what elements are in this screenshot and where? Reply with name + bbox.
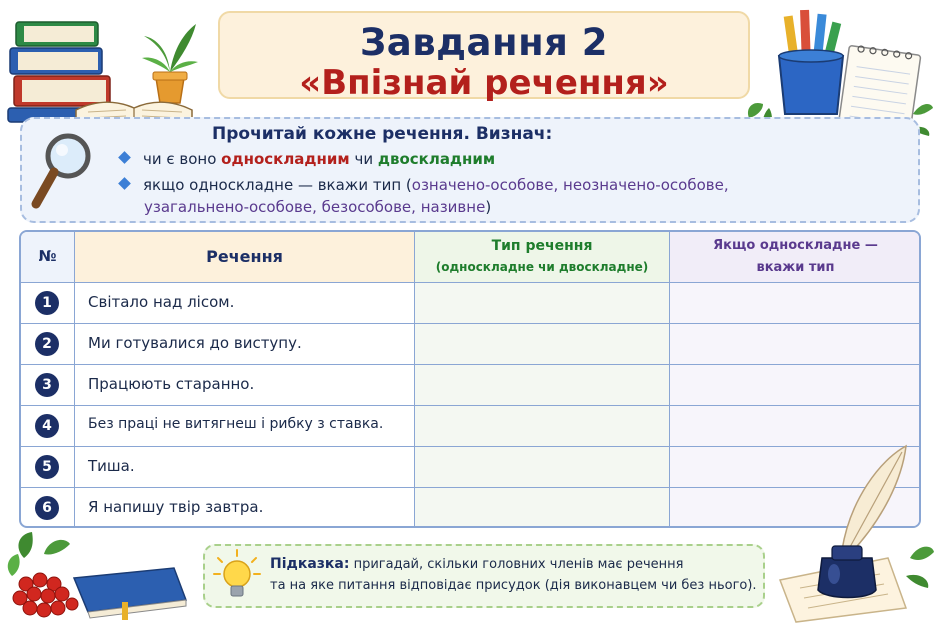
header-type xyxy=(415,232,669,282)
bullet1-two-part: двоскладним xyxy=(377,150,496,168)
row-sentence-5: Тиша. xyxy=(88,457,135,475)
row-number-1: 1 xyxy=(35,291,59,315)
page-title: Завдання 2 xyxy=(359,21,609,64)
page-subtitle: «Впізнай речення» xyxy=(299,63,669,103)
instruction-bullet-2 xyxy=(120,176,729,194)
header-sentence-label: Речення xyxy=(206,247,283,266)
hint-label: Підказка: xyxy=(270,556,350,572)
bullet1-prefix: чи є воно xyxy=(143,150,222,168)
header-kind-label-1: Якщо односкладне — xyxy=(713,238,878,253)
potted-plant-icon xyxy=(142,24,198,103)
answer-cell-type-6[interactable] xyxy=(415,488,669,528)
instructions-heading: Прочитай кожне речення. Визнач: xyxy=(212,124,553,144)
bullet1-one-part: односкладним xyxy=(221,150,350,168)
row-sentence-2: Ми готувалися до виступу. xyxy=(88,334,302,352)
answer-cell-type-2[interactable] xyxy=(415,324,669,364)
row-number-2: 2 xyxy=(35,332,59,356)
bullet2-suffix: ) xyxy=(485,198,492,216)
answer-cell-type-1[interactable] xyxy=(415,283,669,323)
row-sentence-4: Без праці не витягнеш і рибку з ставка. xyxy=(88,416,384,432)
row-number-6: 6 xyxy=(35,496,59,520)
light-bulb-icon xyxy=(212,548,262,604)
bullet2-prefix: якщо односкладне — вкажи тип ( xyxy=(143,176,412,194)
diamond-bullet-icon xyxy=(118,177,131,190)
header-sentence xyxy=(75,232,414,282)
magnifying-glass-icon xyxy=(28,128,98,212)
bullet2-types-line1: означено-особове, неозначено-особове, xyxy=(411,176,729,194)
hint-line-1 xyxy=(270,556,683,572)
hint-panel xyxy=(203,544,765,608)
header-type-sublabel: (односкладне чи двоскладне) xyxy=(435,260,649,274)
row-sentence-6: Я напишу твір завтра. xyxy=(88,498,264,516)
diamond-bullet-icon xyxy=(118,151,131,164)
bullet2-types-line2: узагальнено-особове, безособове, називне xyxy=(144,198,486,216)
answer-cell-type-5[interactable] xyxy=(415,447,669,487)
instruction-bullet-2-cont xyxy=(144,198,491,216)
answer-cell-kind-2[interactable] xyxy=(670,324,921,364)
bullet1-middle: чи xyxy=(349,150,378,168)
viburnum-berries-icon xyxy=(4,528,194,624)
row-sentence-1: Світало над лісом. xyxy=(88,293,235,311)
header-kind xyxy=(670,232,921,282)
header-type-label: Тип речення xyxy=(491,238,593,254)
hint-text-1: пригадай, скільки головних членів має речення xyxy=(349,557,684,572)
answer-cell-kind-3[interactable] xyxy=(670,365,921,405)
header-kind-label-2: вкажи тип xyxy=(756,260,835,275)
row-number-5: 5 xyxy=(35,455,59,479)
header-num xyxy=(21,232,74,282)
quill-inkwell-icon xyxy=(770,440,936,624)
title-banner xyxy=(218,11,750,103)
answer-cell-type-4[interactable] xyxy=(415,406,669,446)
answer-cell-type-3[interactable] xyxy=(415,365,669,405)
hint-text-2: та на яке питання відповідає присудок (дія виконавцем чи без нього). xyxy=(270,578,757,593)
row-number-3: 3 xyxy=(35,373,59,397)
instruction-bullet-1 xyxy=(120,150,495,168)
hint-line-2 xyxy=(270,578,757,593)
answer-cell-kind-1[interactable] xyxy=(670,283,921,323)
row-sentence-3: Працюють старанно. xyxy=(88,375,255,393)
header-num-label: № xyxy=(38,247,57,265)
row-number-4: 4 xyxy=(35,414,59,438)
